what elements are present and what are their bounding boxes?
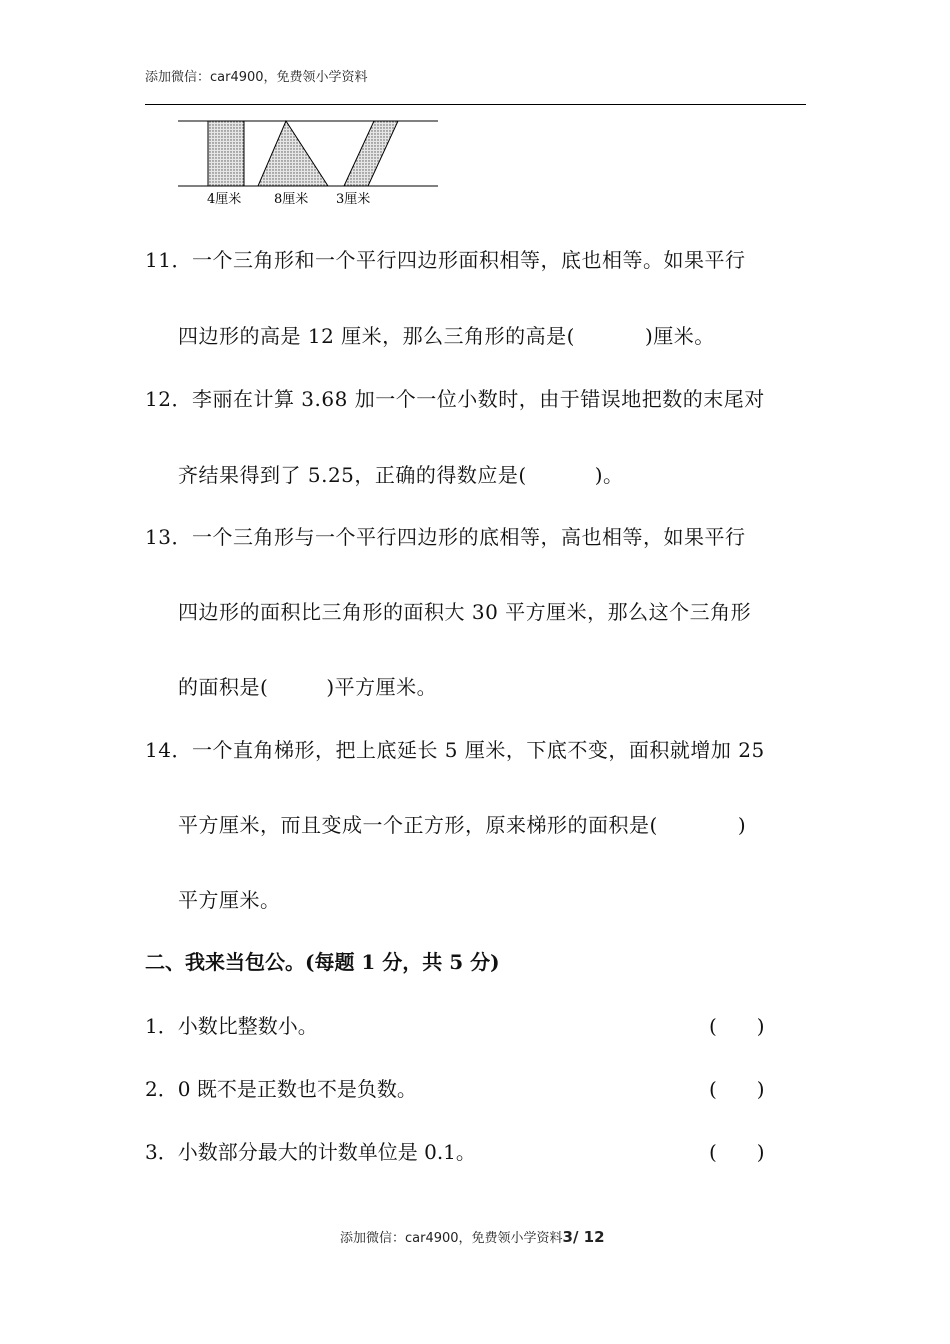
header-divider [145,104,806,105]
label-4cm: 4厘米 [207,192,242,207]
question-number: 1． [145,1014,178,1038]
judgment-3-answer-box[interactable]: ( ) [709,1140,765,1164]
question-14-line3: 平方厘米。 [178,888,281,912]
page-footer [340,1227,605,1246]
question-13-line3: 的面积是( )平方厘米。 [178,675,438,699]
shapes-figure [170,112,450,212]
section-2-title: 二、我来当包公。(每题 1 分，共 5 分) [145,950,500,974]
judgment-1: 1．小数比整数小。 [145,1014,318,1038]
question-13-line1: 13．一个三角形与一个平行四边形的底相等，高也相等，如果平行 [145,521,745,550]
question-number: 3． [145,1140,178,1164]
question-14-line2: 平方厘米，而且变成一个正方形，原来梯形的面积是( ) [178,813,747,837]
label-3cm: 3厘米 [336,192,371,207]
question-number: 2． [145,1077,178,1101]
page-number: 3/ 12 [562,1228,605,1246]
rectangle-shape [208,121,244,186]
parallelogram-shape [344,121,398,186]
judgment-2-answer-box[interactable]: ( ) [709,1077,765,1101]
question-12-line2: 齐结果得到了 5.25，正确的得数应是( )。 [178,463,624,487]
judgment-2: 2．0 既不是正数也不是负数。 [145,1077,417,1101]
question-14-line1: 14．一个直角梯形，把上底延长 5 厘米，下底不变，面积就增加 25 [145,734,765,763]
question-12-line1: 12．李丽在计算 3.68 加一个一位小数时，由于错误地把数的末尾对 [145,383,765,412]
question-number: 13． [145,525,192,549]
question-number: 14． [145,738,192,762]
footer-text: 添加微信：car4900，免费领小学资料 [340,1231,563,1246]
judgment-1-answer-box[interactable]: ( ) [709,1014,765,1038]
judgment-3: 3．小数部分最大的计数单位是 0.1。 [145,1140,476,1164]
question-11-line1: 11．一个三角形和一个平行四边形面积相等，底也相等。如果平行 [145,244,745,273]
question-number: 12． [145,387,192,411]
question-13-line2: 四边形的面积比三角形的面积大 30 平方厘米，那么这个三角形 [178,600,752,624]
question-number: 11． [145,248,192,272]
label-8cm: 8厘米 [274,192,309,207]
page-header: 添加微信：car4900，免费领小学资料 [145,70,368,85]
triangle-shape [258,121,328,186]
question-11-line2: 四边形的高是 12 厘米，那么三角形的高是( )厘米。 [178,324,715,348]
